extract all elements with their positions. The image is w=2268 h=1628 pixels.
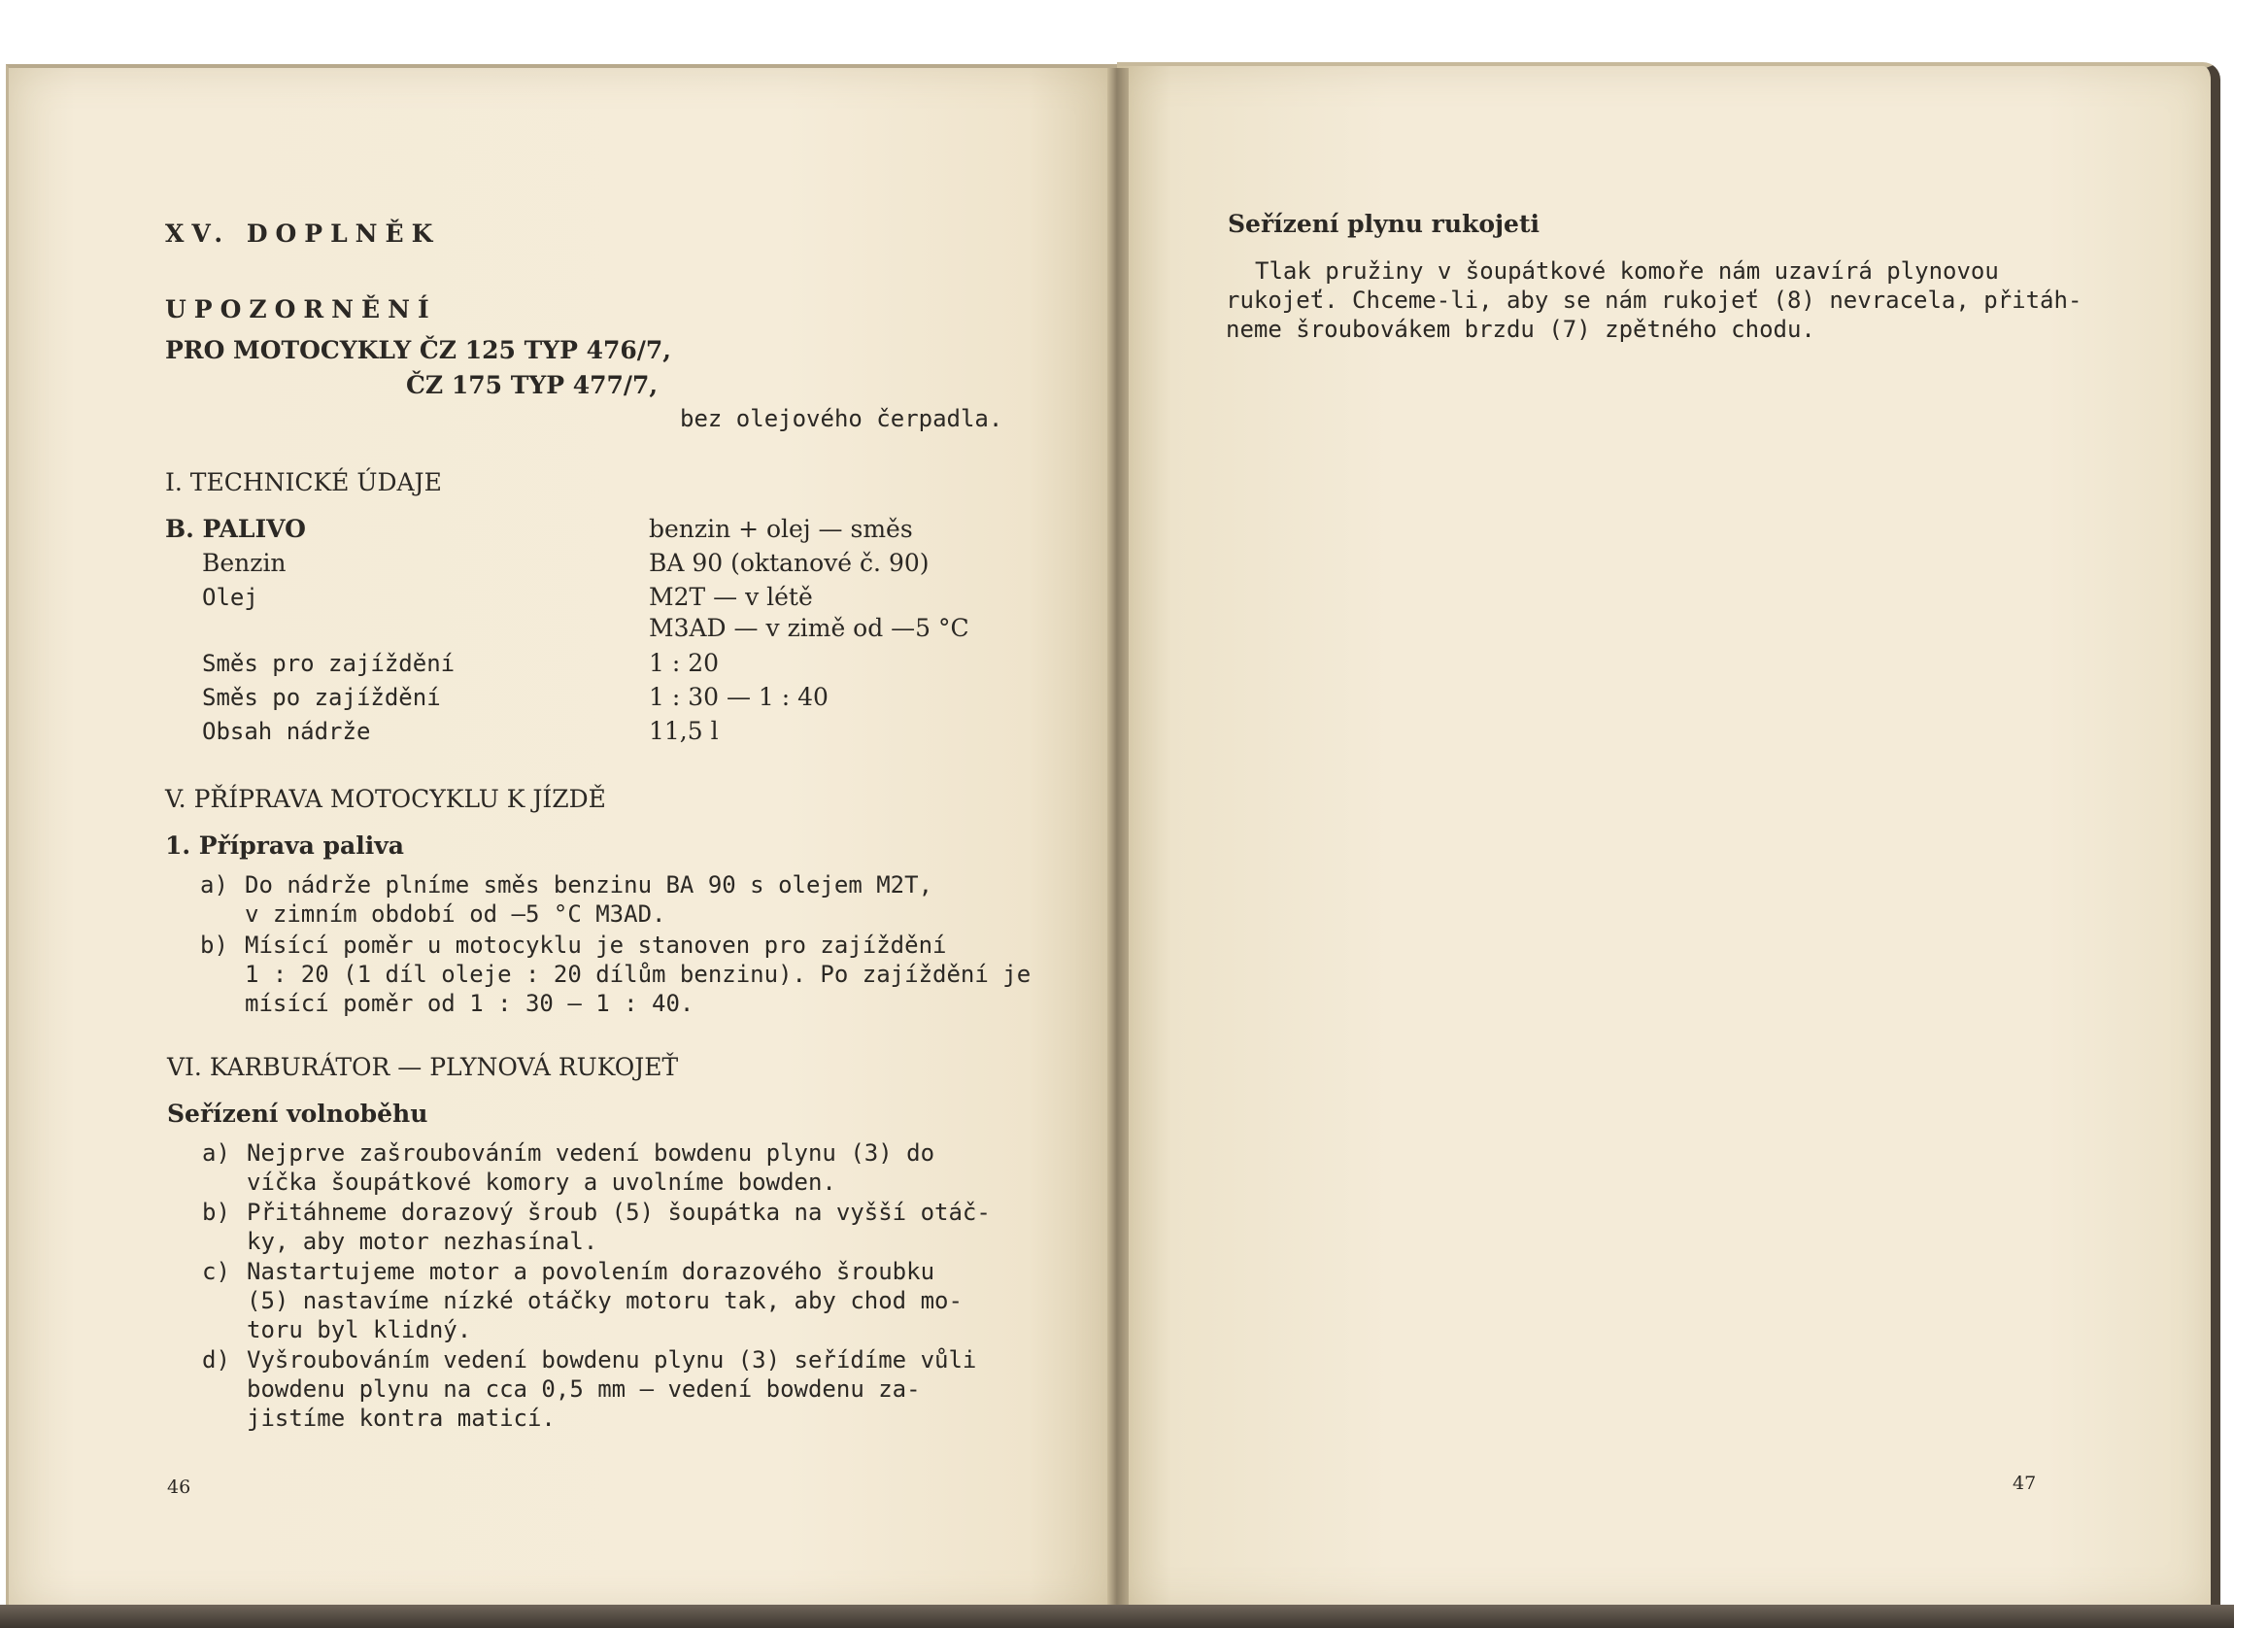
section-carburetor: VI. KARBURÁTOR — PLYNOVÁ RUKOJEŤ <box>167 1053 679 1081</box>
list-item-line: toru byl klidný. <box>247 1316 472 1343</box>
models-line-1: PRO MOTOCYKLY ČZ 125 TYP 476/7, <box>165 336 671 364</box>
list-item-line: Nejprve zašroubováním vedení bowdenu plynu (3) do <box>247 1139 935 1167</box>
list-item-line: 1 : 20 (1 díl oleje : 20 dílům benzinu). Po zajíždění je <box>245 961 1032 988</box>
warning-title: UPOZORNĚNÍ <box>165 295 437 323</box>
fuel-value: BA 90 (oktanové č. 90) <box>649 549 930 577</box>
fuel-value: M3AD — v zimě od —5 °C <box>649 614 969 642</box>
list-marker: c) <box>202 1258 230 1285</box>
list-marker: a) <box>202 1139 230 1167</box>
list-item-line: Vyšroubováním vedení bowdenu plynu (3) seřídíme vůli <box>247 1346 977 1374</box>
models-line-2: ČZ 175 TYP 477/7, <box>406 371 659 399</box>
list-marker: d) <box>202 1346 230 1374</box>
fuel-label: Obsah nádrže <box>202 718 371 745</box>
fuel-value: M2T — v létě <box>649 583 813 611</box>
list-item-line: mísící poměr od 1 : 30 — 1 : 40. <box>245 990 694 1017</box>
page-number-left: 46 <box>167 1476 191 1498</box>
appendix-heading: XV. DOPLNĚK <box>165 220 441 248</box>
list-marker: b) <box>200 932 228 959</box>
list-marker: b) <box>202 1199 230 1226</box>
list-marker: a) <box>200 871 228 899</box>
list-item-line: Do nádrže plníme směs benzinu BA 90 s olejem M2T, <box>245 871 933 899</box>
page-number-right: 47 <box>2013 1473 2037 1494</box>
list-item-line: v zimním období od —5 °C M3AD. <box>245 900 666 928</box>
list-item-line: ky, aby motor nezhasínal. <box>247 1228 598 1255</box>
list-item-line: Nastartujeme motor a povolením dorazového šroubku <box>247 1258 935 1285</box>
paragraph-line: Tlak pružiny v šoupátkové komoře nám uzavírá plynovou <box>1255 257 1999 285</box>
fuel-value: 1 : 30 — 1 : 40 <box>649 683 829 711</box>
list-item-line: víčka šoupátkové komory a uvolníme bowden. <box>247 1169 836 1196</box>
section-preparation: V. PŘÍPRAVA MOTOCYKLU K JÍZDĚ <box>165 785 606 813</box>
list-item-line: bowdenu plynu na cca 0,5 mm — vedení bowdenu za- <box>247 1375 921 1403</box>
models-note: bez olejového čerpadla. <box>680 405 1003 432</box>
list-item-line: Mísící poměr u motocyklu je stanoven pro zajíždění <box>245 932 947 959</box>
list-item-line: (5) nastavíme nízké otáčky motoru tak, aby chod mo- <box>247 1287 963 1314</box>
subsection-idle: Seřízení volnoběhu <box>167 1100 428 1128</box>
list-item-line: jistíme kontra maticí. <box>247 1405 556 1432</box>
section-technical-data: I. TECHNICKÉ ÚDAJE <box>165 468 442 496</box>
fuel-label: Směs pro zajíždění <box>202 650 456 677</box>
subsection-fuel-prep: 1. Příprava paliva <box>165 831 404 860</box>
fuel-value: 1 : 20 <box>649 649 720 677</box>
paragraph-line: rukojeť. Chceme-li, aby se nám rukojeť (8) nevracela, přitáh- <box>1226 287 2082 314</box>
fuel-label: Směs po zajíždění <box>202 684 441 711</box>
fuel-label: Olej <box>202 584 258 611</box>
fuel-value: 11,5 l <box>649 717 719 745</box>
right-heading: Seřízení plynu rukojeti <box>1228 210 1540 238</box>
list-item-line: Přitáhneme dorazový šroub (5) šoupátka na vyšší otáč- <box>247 1199 991 1226</box>
paragraph-line: neme šroubovákem brzdu (7) zpětného chodu. <box>1226 316 1815 343</box>
scan-bottom-edge <box>0 1605 2234 1628</box>
fuel-label: Benzin <box>202 549 287 577</box>
fuel-heading: B. PALIVO <box>165 515 306 543</box>
book-gutter <box>1107 68 1129 1612</box>
fuel-heading-value: benzin + olej — směs <box>649 515 913 543</box>
